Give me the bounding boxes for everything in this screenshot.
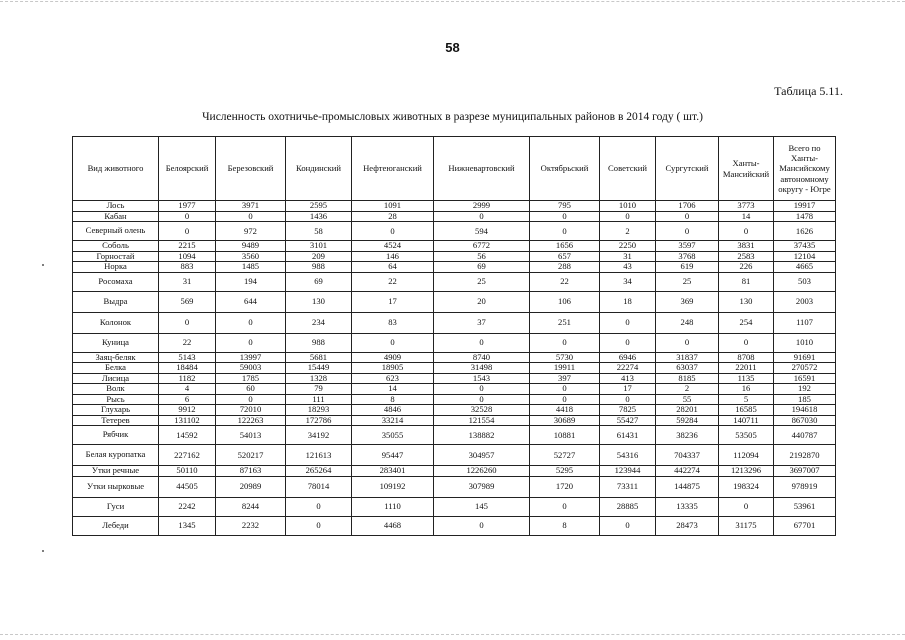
count-cell: 0 (719, 333, 774, 352)
count-cell: 14 (352, 384, 434, 395)
count-cell: 283401 (352, 466, 434, 477)
count-cell: 19911 (530, 363, 600, 374)
count-cell: 0 (159, 211, 216, 222)
animal-name-cell: Кабан (73, 211, 159, 222)
count-cell: 28473 (656, 516, 719, 535)
table-row (73, 251, 836, 262)
animal-name-cell: Гуси (73, 497, 159, 516)
count-cell: 0 (352, 333, 434, 352)
count-cell: 59003 (216, 363, 286, 374)
total-cell: 1107 (774, 312, 836, 333)
count-cell: 130 (719, 291, 774, 312)
count-cell: 3597 (656, 241, 719, 252)
count-cell: 1977 (159, 201, 216, 212)
total-cell: 1010 (774, 333, 836, 352)
animal-name-cell: Норка (73, 262, 159, 273)
count-cell: 0 (600, 312, 656, 333)
count-cell: 9912 (159, 405, 216, 416)
count-cell: 28201 (656, 405, 719, 416)
total-cell: 3697007 (774, 466, 836, 477)
count-cell: 209 (286, 251, 352, 262)
top-scan-edge (0, 1, 905, 2)
animal-name-cell: Рябчик (73, 426, 159, 445)
column-header: Нижневартовский (434, 137, 530, 201)
count-cell: 31498 (434, 363, 530, 374)
count-cell: 56 (434, 251, 530, 262)
count-cell: 0 (159, 222, 216, 241)
table-row (73, 201, 836, 212)
count-cell: 64 (352, 262, 434, 273)
total-cell: 194618 (774, 405, 836, 416)
animal-name-cell: Росомаха (73, 272, 159, 291)
count-cell: 2595 (286, 201, 352, 212)
total-cell: 270572 (774, 363, 836, 374)
count-cell: 1010 (600, 201, 656, 212)
count-cell: 130 (286, 291, 352, 312)
count-cell: 8 (530, 516, 600, 535)
count-cell: 10881 (530, 426, 600, 445)
count-cell: 988 (286, 262, 352, 273)
table-row (73, 312, 836, 333)
count-cell: 4 (159, 384, 216, 395)
count-cell: 619 (656, 262, 719, 273)
count-cell: 131102 (159, 415, 216, 426)
animal-population-table (72, 136, 836, 536)
count-cell: 1656 (530, 241, 600, 252)
count-cell: 0 (216, 394, 286, 405)
count-cell: 0 (719, 222, 774, 241)
count-cell: 22 (530, 272, 600, 291)
count-cell: 17 (352, 291, 434, 312)
count-cell: 106 (530, 291, 600, 312)
column-header: Кондинский (286, 137, 352, 201)
count-cell: 2583 (719, 251, 774, 262)
count-cell: 0 (434, 333, 530, 352)
count-cell: 3768 (656, 251, 719, 262)
column-header: Сургутский (656, 137, 719, 201)
count-cell: 413 (600, 373, 656, 384)
count-cell: 83 (352, 312, 434, 333)
count-cell: 38236 (656, 426, 719, 445)
column-header: Всего по Ханты-Мансийскому автономному округу - Югре (774, 137, 836, 201)
count-cell: 1720 (530, 476, 600, 497)
count-cell: 0 (530, 211, 600, 222)
count-cell: 8708 (719, 352, 774, 363)
count-cell: 1785 (216, 373, 286, 384)
count-cell: 0 (216, 312, 286, 333)
count-cell: 63037 (656, 363, 719, 374)
count-cell: 112094 (719, 445, 774, 466)
total-cell: 4665 (774, 262, 836, 273)
count-cell: 5143 (159, 352, 216, 363)
count-cell: 59284 (656, 415, 719, 426)
count-cell: 0 (530, 222, 600, 241)
page-number: 58 (445, 40, 460, 55)
count-cell: 18905 (352, 363, 434, 374)
count-cell: 31 (159, 272, 216, 291)
count-cell: 31837 (656, 352, 719, 363)
table-header-row (73, 137, 836, 201)
table-row (73, 262, 836, 273)
total-cell: 185 (774, 394, 836, 405)
count-cell: 0 (719, 497, 774, 516)
count-cell: 644 (216, 291, 286, 312)
count-cell: 79 (286, 384, 352, 395)
count-cell: 73311 (600, 476, 656, 497)
count-cell: 251 (530, 312, 600, 333)
count-cell: 18 (600, 291, 656, 312)
count-cell: 28885 (600, 497, 656, 516)
count-cell: 3831 (719, 241, 774, 252)
count-cell: 111 (286, 394, 352, 405)
table-row (73, 497, 836, 516)
count-cell: 0 (434, 384, 530, 395)
count-cell: 8740 (434, 352, 530, 363)
column-header: Березовский (216, 137, 286, 201)
count-cell: 28 (352, 211, 434, 222)
count-cell: 145 (434, 497, 530, 516)
table-body (73, 201, 836, 536)
table-label: Таблица 5.11. (774, 84, 843, 98)
total-cell: 2192870 (774, 445, 836, 466)
count-cell: 13997 (216, 352, 286, 363)
count-cell: 0 (530, 333, 600, 352)
count-cell: 2 (600, 222, 656, 241)
total-cell: 67701 (774, 516, 836, 535)
count-cell: 8185 (656, 373, 719, 384)
count-cell: 657 (530, 251, 600, 262)
count-cell: 0 (530, 384, 600, 395)
total-cell: 53961 (774, 497, 836, 516)
count-cell: 6 (159, 394, 216, 405)
count-cell: 194 (216, 272, 286, 291)
count-cell: 52727 (530, 445, 600, 466)
animal-name-cell: Заяц-беляк (73, 352, 159, 363)
count-cell: 14 (719, 211, 774, 222)
count-cell: 2250 (600, 241, 656, 252)
count-cell: 140711 (719, 415, 774, 426)
count-cell: 34192 (286, 426, 352, 445)
count-cell: 988 (286, 333, 352, 352)
count-cell: 0 (434, 516, 530, 535)
table-row (73, 394, 836, 405)
count-cell: 31175 (719, 516, 774, 535)
table-row (73, 466, 836, 477)
count-cell: 0 (600, 516, 656, 535)
table-row (73, 272, 836, 291)
count-cell: 248 (656, 312, 719, 333)
table-row (73, 291, 836, 312)
table-row (73, 373, 836, 384)
count-cell: 31 (600, 251, 656, 262)
count-cell: 18293 (286, 405, 352, 416)
animal-name-cell: Лось (73, 201, 159, 212)
count-cell: 1094 (159, 251, 216, 262)
count-cell: 288 (530, 262, 600, 273)
count-cell: 13335 (656, 497, 719, 516)
count-cell: 5295 (530, 466, 600, 477)
table-row (73, 516, 836, 535)
table-row (73, 241, 836, 252)
count-cell: 61431 (600, 426, 656, 445)
count-cell: 1706 (656, 201, 719, 212)
count-cell: 122263 (216, 415, 286, 426)
count-cell: 594 (434, 222, 530, 241)
count-cell: 198324 (719, 476, 774, 497)
count-cell: 172786 (286, 415, 352, 426)
column-header: Советский (600, 137, 656, 201)
total-cell: 91691 (774, 352, 836, 363)
count-cell: 1182 (159, 373, 216, 384)
count-cell: 58 (286, 222, 352, 241)
total-cell: 1478 (774, 211, 836, 222)
count-cell: 3971 (216, 201, 286, 212)
table-row (73, 333, 836, 352)
animal-name-cell: Тетерев (73, 415, 159, 426)
count-cell: 0 (286, 497, 352, 516)
count-cell: 15449 (286, 363, 352, 374)
count-cell: 369 (656, 291, 719, 312)
animal-name-cell: Куница (73, 333, 159, 352)
count-cell: 1110 (352, 497, 434, 516)
total-cell: 2003 (774, 291, 836, 312)
animal-name-cell: Северный олень (73, 222, 159, 241)
count-cell: 146 (352, 251, 434, 262)
table-row (73, 476, 836, 497)
count-cell: 569 (159, 291, 216, 312)
column-header: Белоярский (159, 137, 216, 201)
count-cell: 5681 (286, 352, 352, 363)
bottom-scan-edge (0, 634, 905, 635)
count-cell: 0 (656, 211, 719, 222)
count-cell: 2232 (216, 516, 286, 535)
count-cell: 8244 (216, 497, 286, 516)
count-cell: 972 (216, 222, 286, 241)
table-row (73, 222, 836, 241)
count-cell: 69 (434, 262, 530, 273)
table-row (73, 415, 836, 426)
count-cell: 72010 (216, 405, 286, 416)
count-cell: 0 (656, 222, 719, 241)
count-cell: 704337 (656, 445, 719, 466)
count-cell: 0 (600, 333, 656, 352)
count-cell: 0 (286, 516, 352, 535)
count-cell: 227162 (159, 445, 216, 466)
count-cell: 22274 (600, 363, 656, 374)
table-row (73, 405, 836, 416)
count-cell: 25 (656, 272, 719, 291)
count-cell: 87163 (216, 466, 286, 477)
count-cell: 60 (216, 384, 286, 395)
count-cell: 1345 (159, 516, 216, 535)
count-cell: 234 (286, 312, 352, 333)
count-cell: 0 (600, 211, 656, 222)
count-cell: 520217 (216, 445, 286, 466)
margin-mark (42, 550, 44, 552)
total-cell: 12104 (774, 251, 836, 262)
count-cell: 50110 (159, 466, 216, 477)
count-cell: 33214 (352, 415, 434, 426)
count-cell: 20989 (216, 476, 286, 497)
count-cell: 109192 (352, 476, 434, 497)
count-cell: 5730 (530, 352, 600, 363)
count-cell: 55 (656, 394, 719, 405)
count-cell: 304957 (434, 445, 530, 466)
column-header: Ханты-Мансийский (719, 137, 774, 201)
animal-name-cell: Глухарь (73, 405, 159, 416)
animal-name-cell: Волк (73, 384, 159, 395)
count-cell: 0 (434, 394, 530, 405)
count-cell: 43 (600, 262, 656, 273)
count-cell: 0 (530, 497, 600, 516)
count-cell: 14592 (159, 426, 216, 445)
column-header: Октябрьский (530, 137, 600, 201)
animal-name-cell: Горностай (73, 251, 159, 262)
count-cell: 0 (434, 211, 530, 222)
count-cell: 53505 (719, 426, 774, 445)
count-cell: 0 (600, 394, 656, 405)
count-cell: 32528 (434, 405, 530, 416)
count-cell: 0 (216, 333, 286, 352)
count-cell: 37 (434, 312, 530, 333)
margin-mark (42, 264, 44, 266)
count-cell: 2999 (434, 201, 530, 212)
total-cell: 440787 (774, 426, 836, 445)
count-cell: 226 (719, 262, 774, 273)
count-cell: 883 (159, 262, 216, 273)
table-row (73, 211, 836, 222)
count-cell: 4909 (352, 352, 434, 363)
count-cell: 0 (530, 394, 600, 405)
count-cell: 22 (159, 333, 216, 352)
count-cell: 121554 (434, 415, 530, 426)
count-cell: 22011 (719, 363, 774, 374)
count-cell: 0 (656, 333, 719, 352)
count-cell: 795 (530, 201, 600, 212)
table-row (73, 445, 836, 466)
total-cell: 978919 (774, 476, 836, 497)
count-cell: 4418 (530, 405, 600, 416)
total-cell: 16591 (774, 373, 836, 384)
animal-name-cell: Лисица (73, 373, 159, 384)
count-cell: 1436 (286, 211, 352, 222)
count-cell: 138882 (434, 426, 530, 445)
count-cell: 81 (719, 272, 774, 291)
count-cell: 4846 (352, 405, 434, 416)
animal-name-cell: Белка (73, 363, 159, 374)
count-cell: 0 (159, 312, 216, 333)
count-cell: 1328 (286, 373, 352, 384)
count-cell: 123944 (600, 466, 656, 477)
total-cell: 1626 (774, 222, 836, 241)
count-cell: 22 (352, 272, 434, 291)
count-cell: 30689 (530, 415, 600, 426)
total-cell: 192 (774, 384, 836, 395)
animal-name-cell: Выдра (73, 291, 159, 312)
count-cell: 25 (434, 272, 530, 291)
count-cell: 5 (719, 394, 774, 405)
animal-name-cell: Утки нырковые (73, 476, 159, 497)
count-cell: 144875 (656, 476, 719, 497)
count-cell: 8 (352, 394, 434, 405)
count-cell: 254 (719, 312, 774, 333)
count-cell: 1091 (352, 201, 434, 212)
total-cell: 37435 (774, 241, 836, 252)
count-cell: 0 (352, 222, 434, 241)
count-cell: 6772 (434, 241, 530, 252)
count-cell: 16585 (719, 405, 774, 416)
count-cell: 4468 (352, 516, 434, 535)
total-cell: 19917 (774, 201, 836, 212)
count-cell: 3101 (286, 241, 352, 252)
count-cell: 1485 (216, 262, 286, 273)
count-cell: 2 (656, 384, 719, 395)
count-cell: 623 (352, 373, 434, 384)
count-cell: 55427 (600, 415, 656, 426)
column-header: Вид животного (73, 137, 159, 201)
count-cell: 54316 (600, 445, 656, 466)
animal-name-cell: Лебеди (73, 516, 159, 535)
animal-name-cell: Утки речные (73, 466, 159, 477)
table-row (73, 384, 836, 395)
count-cell: 17 (600, 384, 656, 395)
animal-name-cell: Соболь (73, 241, 159, 252)
total-cell: 867030 (774, 415, 836, 426)
count-cell: 54013 (216, 426, 286, 445)
count-cell: 34 (600, 272, 656, 291)
count-cell: 9489 (216, 241, 286, 252)
count-cell: 3560 (216, 251, 286, 262)
animal-name-cell: Белая куропатка (73, 445, 159, 466)
count-cell: 3773 (719, 201, 774, 212)
count-cell: 1213296 (719, 466, 774, 477)
count-cell: 2242 (159, 497, 216, 516)
column-header: Нефтеюганский (352, 137, 434, 201)
count-cell: 44505 (159, 476, 216, 497)
table-row (73, 426, 836, 445)
count-cell: 0 (216, 211, 286, 222)
count-cell: 1226260 (434, 466, 530, 477)
animal-name-cell: Рысь (73, 394, 159, 405)
count-cell: 78014 (286, 476, 352, 497)
count-cell: 2215 (159, 241, 216, 252)
count-cell: 4524 (352, 241, 434, 252)
count-cell: 397 (530, 373, 600, 384)
table-row (73, 352, 836, 363)
count-cell: 1543 (434, 373, 530, 384)
count-cell: 7825 (600, 405, 656, 416)
count-cell: 6946 (600, 352, 656, 363)
count-cell: 1135 (719, 373, 774, 384)
count-cell: 265264 (286, 466, 352, 477)
count-cell: 35055 (352, 426, 434, 445)
count-cell: 307989 (434, 476, 530, 497)
count-cell: 16 (719, 384, 774, 395)
animal-name-cell: Колонок (73, 312, 159, 333)
count-cell: 18484 (159, 363, 216, 374)
count-cell: 442274 (656, 466, 719, 477)
table-title: Численность охотничье-промысловых животных в разрезе муниципальных районов в 2014 году ( шт.) (202, 111, 703, 123)
count-cell: 20 (434, 291, 530, 312)
total-cell: 503 (774, 272, 836, 291)
count-cell: 69 (286, 272, 352, 291)
count-cell: 121613 (286, 445, 352, 466)
count-cell: 95447 (352, 445, 434, 466)
table-row (73, 363, 836, 374)
